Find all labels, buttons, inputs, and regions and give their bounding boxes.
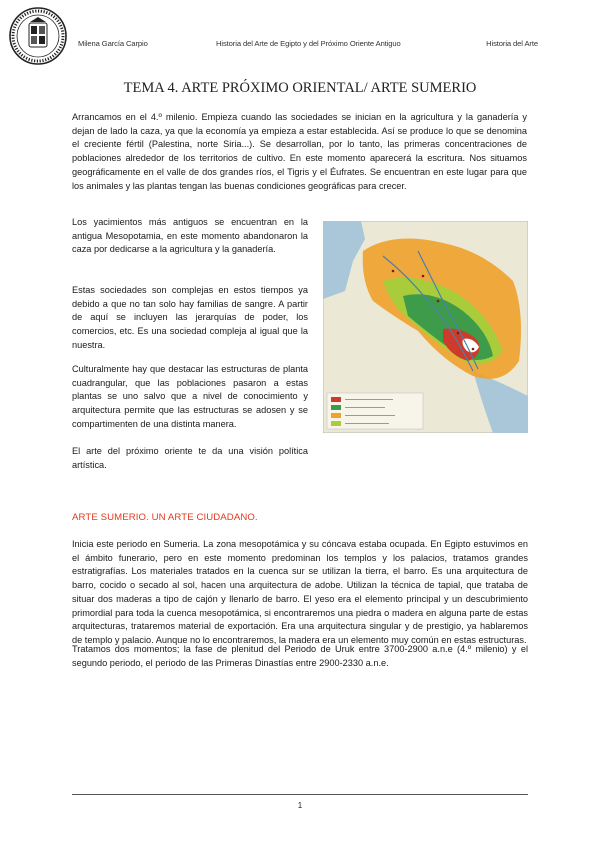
sumeria-paragraph: Inicia este periodo en Sumeria. La zona mesopotámica y su cóncava estaba ocupada. En Egipto estuvimos en el ámbito funerario, pero en este momento predominan los templos y los palacios, tratamos grandes estratigrafías. Los materiales tratados en la cuenca sur se utilizan la tierra, el barro. Es una arquitectura de barro, cocido o secado al sol, hacen una arquitectura de adobe. Utilizan la técnica de tapial, que trataba de situar dos maderas a tipo de cajón y llenarlo de barro. El yeso era el elemento principal y un descubrimiento primordial para toda la cuenca mesopotámica, si encontraremos una piedra o madera en alguna parte de estas arquitecturas, trataremos material de exportación. Era una arquitectura singular y de prestigio, ya hablaremos de templo y palacio. Aunque no lo encontraremos, la madera era un elemento muy común en estas estructuras. (72, 539, 528, 645)
intro-paragraph: Arrancamos en el 4.º milenio. Empieza cuando las sociedades se inician en la agricultura y la ganadería y dejan de lado la caza, ya que la economía ya empieza a estar establecida. Así se produce lo que se denomina el creciente fértil (Palestina, norte Siria...). Se desarrollan, por lo tanto, las primeras concentraciones de poblaciones alrededor de los territorios de cultivo. En este momento aparecerá la escritura. Nos situamos geográficamente en el valle de dos grandes ríos, el Tigris y el Éufrates. Se encuentran en este lugar para que los animales y las plantas tengan las buenas condiciones geográficas para crecer. (72, 112, 527, 191)
university-seal-logo (8, 6, 68, 66)
page-title: TEMA 4. ARTE PRÓXIMO ORIENTAL/ ARTE SUMERIO (123, 80, 477, 96)
cultural-paragraph: Culturalmente hay que destacar las estructuras de planta cuadrangular, que las poblaciones pasaron a estas plantas se uno salvo que a nivel de conocimiento y arquitectura permite que las estructuras se adosen y se compartimenten de una distinta manera. (72, 364, 308, 429)
section-heading-arte-sumerio: ARTE SUMERIO. UN ARTE CIUDADANO. (72, 512, 258, 523)
arte-paragraph: El arte del próximo oriente te da una visión política artística. (72, 446, 308, 470)
yacimientos-paragraph: Los yacimientos más antiguos se encuentran en la antigua Mesopotamia, en este momento abandonaron la caza por dedicarse a la agricultura y la ganadería. (72, 217, 308, 255)
mesopotamia-map (323, 221, 528, 433)
header-course: Historia del Arte de Egipto y del Próximo Oriente Antiguo (216, 39, 401, 48)
sociedades-paragraph: Estas sociedades son complejas en estos tiempos ya debido a que no tan solo hay familias de sangre. A partir de aquí se incluyen las jerarquías de poder, los comercios, etc. Es una sociedad compleja al igual que la nuestra. (72, 285, 308, 350)
page-number: 1 (297, 801, 303, 810)
header-author: Milena García Carpio (78, 39, 148, 48)
momentos-paragraph: Tratamos dos momentos; la fase de plenitud del Periodo de Uruk entre 3700-2900 a.n.e (4.º milenio) y el segundo periodo, el periodo de las Primeras Dinastías entre 2900-2330 a.n.e. (72, 644, 528, 668)
header-subject: Historia del Arte (486, 39, 538, 48)
footer-divider (72, 794, 528, 795)
